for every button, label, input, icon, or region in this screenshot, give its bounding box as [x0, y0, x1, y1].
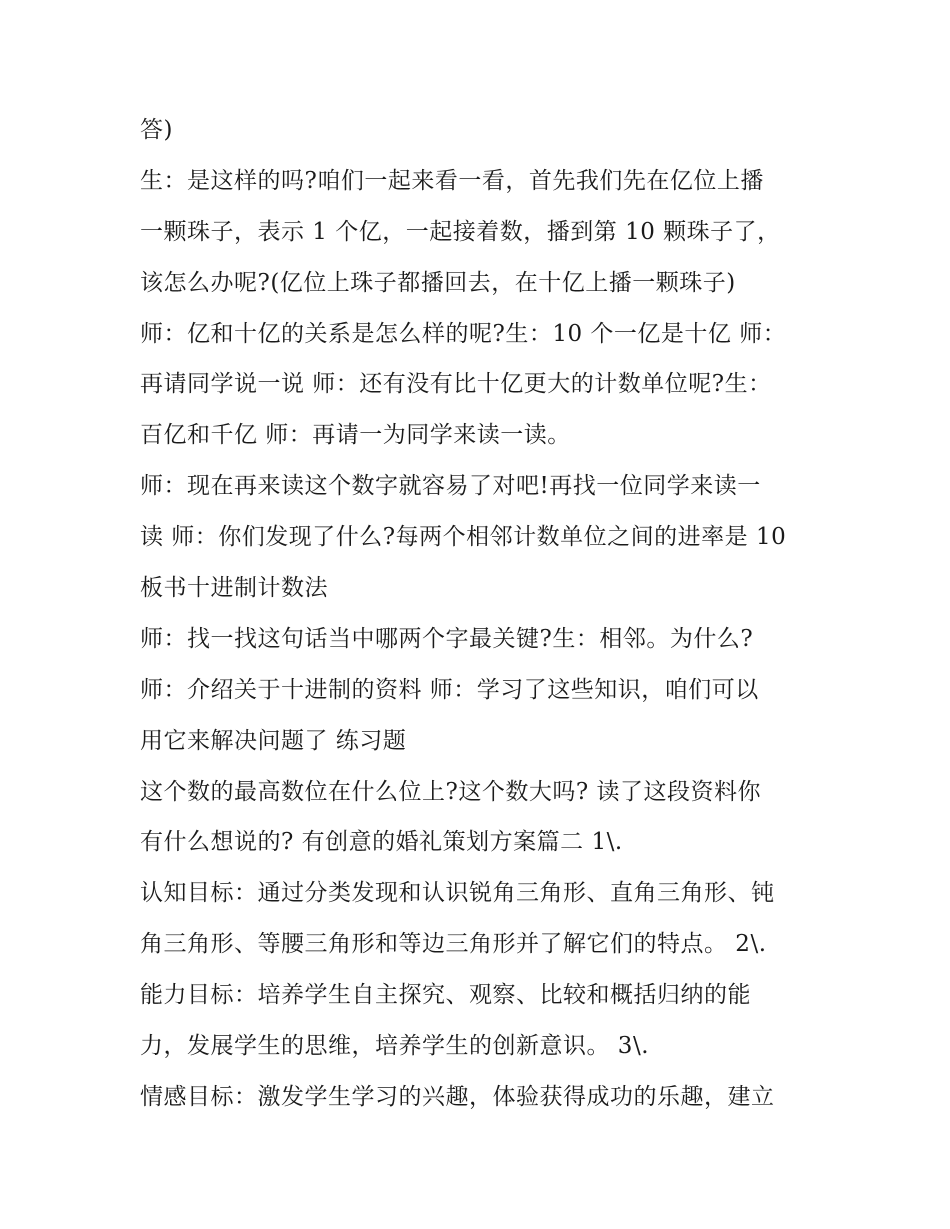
text-line: 生：是这样的吗?咱们一起来看一看，首先我们先在亿位上播 [140, 167, 764, 194]
text-line: 答) [140, 117, 173, 143]
text-line: 师：找一找这句话当中哪两个字最关键?生：相邻。为什么? [140, 625, 754, 652]
text-line: 师：亿和十亿的关系是怎么样的呢?生：10 个一亿是十亿 师： [140, 320, 787, 347]
text-line: 情感目标：激发学生学习的兴趣，体验获得成功的乐趣，建立 [140, 1083, 775, 1110]
text-line: 用它来解决问题了 练习题 [140, 727, 407, 754]
text-line: 师：介绍关于十进制的资料 师：学习了这些知识，咱们可以 [140, 676, 759, 703]
text-line: 一颗珠子，表示 1 个亿，一起接着数，播到第 10 颗珠子了， [140, 218, 781, 245]
text-line: 这个数的最高数位在什么位上?这个数大吗? 读了这段资料你 [140, 778, 761, 805]
text-line: 该怎么办呢?(亿位上珠子都播回去，在十亿上播一颗珠子) [140, 269, 736, 296]
text-line: 再请同学说一说 师：还有没有比十亿更大的计数单位呢?生： [140, 371, 772, 398]
text-line: 板书十进制计数法 [140, 575, 328, 602]
text-line: 读 师：你们发现了什么?每两个相邻计数单位之间的进率是 10 [140, 524, 787, 551]
text-line: 百亿和千亿 师：再请一为同学来读一读。 [140, 422, 571, 449]
text-line: 力，发展学生的思维，培养学生的创新意识。 3\. [140, 1033, 650, 1060]
document-body [140, 105, 830, 1123]
text-line: 角三角形、等腰三角形和等边三角形并了解它们的特点。 2\. [140, 931, 767, 958]
text-line: 认知目标：通过分类发现和认识锐角三角形、直角三角形、钝 [140, 880, 775, 907]
text-line: 师：现在再来读这个数字就容易了对吧!再找一位同学来读一 [140, 473, 761, 500]
text-line: 能力目标：培养学生自主探究、观察、比较和概括归纳的能 [140, 982, 751, 1009]
text-line: 有什么想说的? 有创意的婚礼策划方案篇二 1\. [140, 829, 623, 856]
